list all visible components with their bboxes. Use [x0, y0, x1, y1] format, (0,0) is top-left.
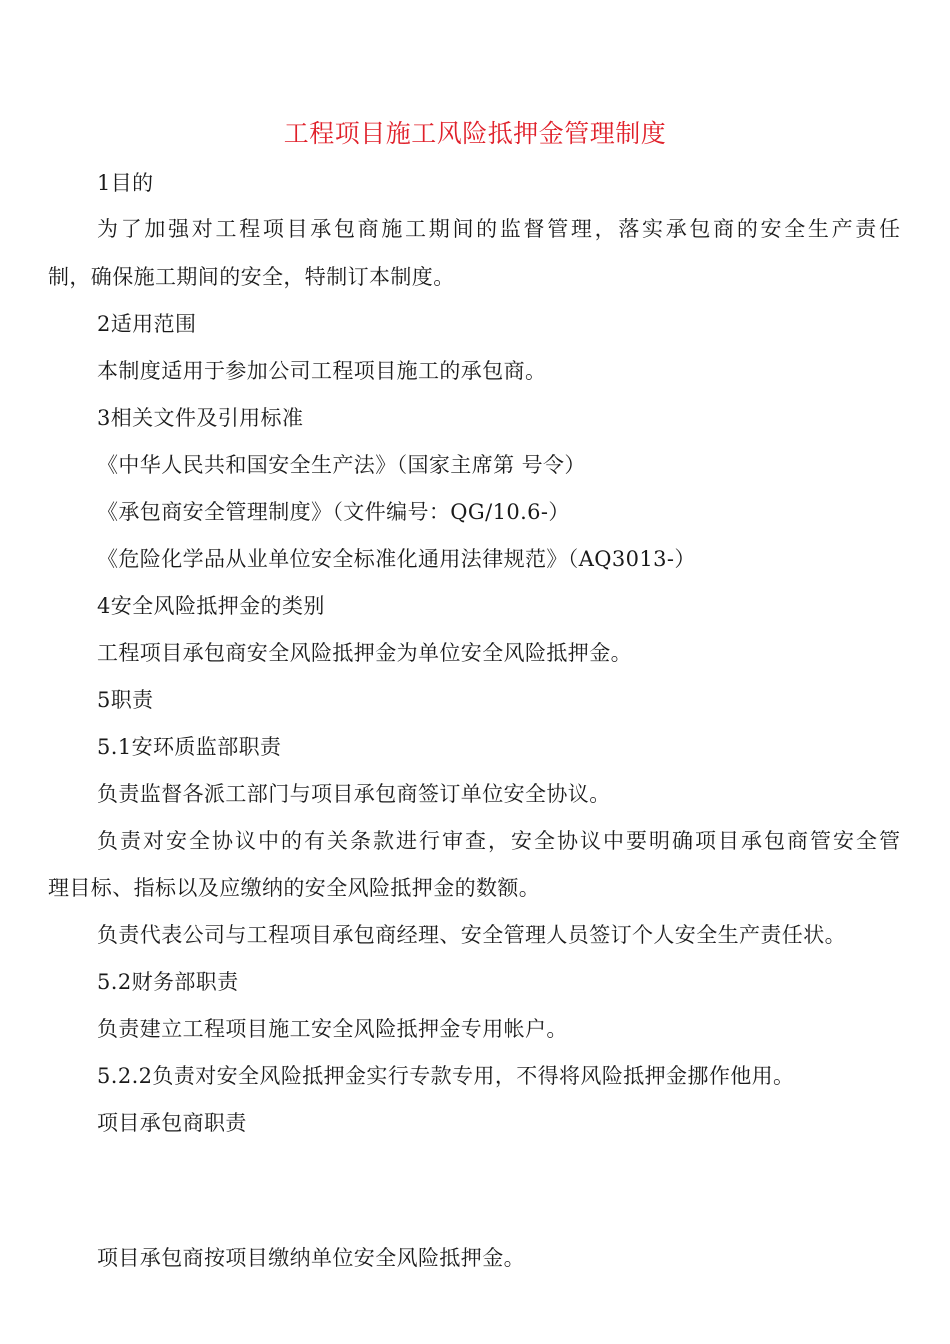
paragraph-duty-1: 负责监督各派工部门与项目承包商签订单位安全协议。 [97, 782, 611, 806]
paragraph-purpose-line-2: 制，确保施工期间的安全，特制订本制度。 [48, 265, 455, 289]
section-5-2-heading: 5.2财务部职责 [97, 970, 239, 994]
section-5-heading: 5职责 [97, 688, 154, 712]
paragraph-duty-2-line-1: 负责对安全协议中的有关条款进行审查，安全协议中要明确项目承包商管安全管 [97, 829, 900, 853]
section-1-heading: 1目的 [97, 171, 154, 195]
section-2-heading: 2适用范围 [97, 312, 197, 336]
reference-1: 《中华人民共和国安全生产法》（国家主席第 号令） [97, 453, 586, 477]
paragraph-category: 工程项目承包商安全风险抵押金为单位安全风险抵押金。 [97, 641, 632, 665]
section-3-heading: 3相关文件及引用标准 [97, 406, 304, 430]
document-title: 工程项目施工风险抵押金管理制度 [283, 119, 667, 148]
section-contractor-heading: 项目承包商职责 [97, 1111, 247, 1135]
reference-2: 《承包商安全管理制度》（文件编号：QG/10.6-） [97, 500, 570, 524]
paragraph-finance-1: 负责建立工程项目施工安全风险抵押金专用帐户。 [97, 1017, 568, 1041]
reference-3: 《危险化学品从业单位安全标准化通用法律规范》（AQ3013-） [97, 547, 696, 571]
paragraph-finance-2: 5.2.2负责对安全风险抵押金实行专款专用，不得将风险抵押金挪作他用。 [97, 1064, 795, 1088]
paragraph-duty-3: 负责代表公司与工程项目承包商经理、安全管理人员签订个人安全生产责任状。 [97, 923, 846, 947]
paragraph-scope: 本制度适用于参加公司工程项目施工的承包商。 [97, 359, 547, 383]
section-5-1-heading: 5.1安环质监部职责 [97, 735, 282, 759]
section-4-heading: 4安全风险抵押金的类别 [97, 594, 325, 618]
paragraph-contractor-1: 项目承包商按项目缴纳单位安全风险抵押金。 [97, 1246, 525, 1270]
paragraph-duty-2-line-2: 理目标、指标以及应缴纳的安全风险抵押金的数额。 [48, 876, 541, 900]
paragraph-purpose-line-1: 为了加强对工程项目承包商施工期间的监督管理，落实承包商的安全生产责任 [97, 217, 900, 241]
